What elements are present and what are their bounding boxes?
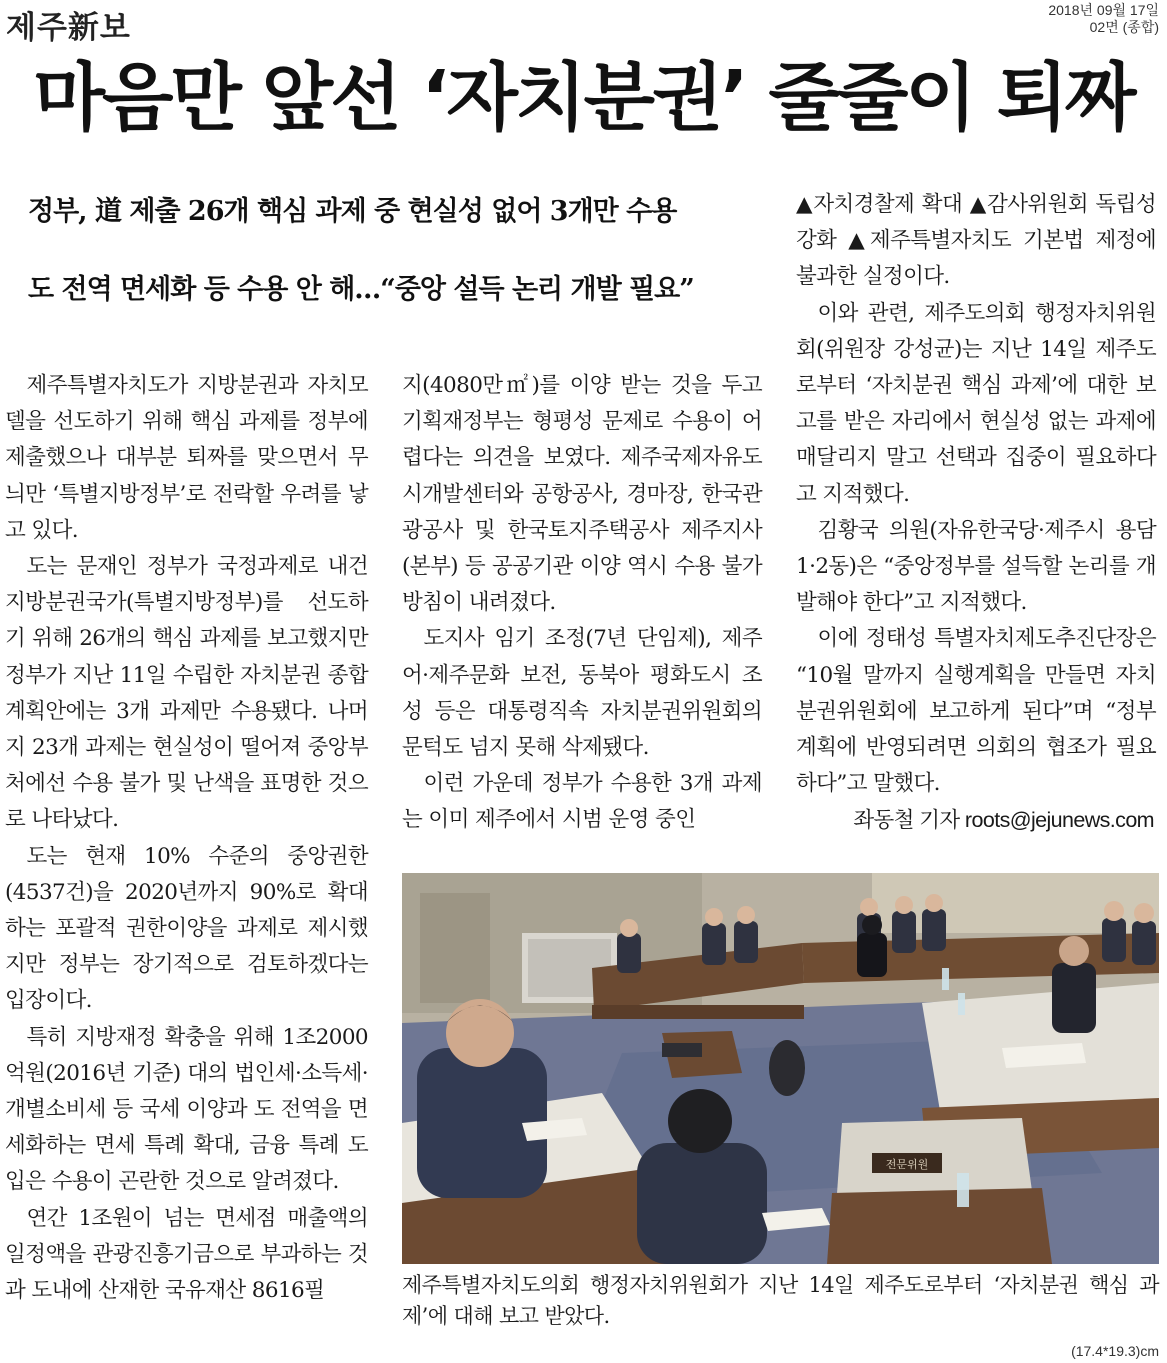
paragraph: 연간 1조원이 넘는 면세점 매출액의 일정액을 관광진흥기금으로 부과하는 것과 도내에 산재한 국유재산 8616필 [5,1205,368,1304]
news-photo-council-meeting [402,873,1159,1264]
paragraph: 도는 현재 10% 수준의 중앙권한(4537건)을 2020년까지 90%로 확대하는 포괄적 권한이양을 과제로 제시했지만 정부는 장기적으로 검토하겠다는 입장이다. [5,843,368,1014]
subheadline-1: 정부, 道 제출 26개 핵심 과제 중 현실성 없어 3개만 수용 [28,196,677,227]
paragraph: 제주특별자치도가 지방분권과 자치모델을 선도하기 위해 핵심 과제를 정부에 제출했으나 대부분 퇴짜를 맞으면서 무늬만 ‘특별지방정부’로 전락할 우려를 낳고 있다. [5,373,368,543]
newspaper-masthead: 제주新보 [6,10,131,46]
paragraph: 지(4080만㎡)를 이양 받는 것을 두고 기획재정부는 형평성 문제로 수용이 어렵다는 의견을 보였다. 제주국제자유도시개발센터와 공항공사, 경마장, 한국관광공사 및 한국토지주택공사 제주지사(본부) 등 공공기관 이양 역시 수용 불가 방침이 내려졌다. [402,373,762,616]
dateline [1048,2,1159,36]
article-column-3 [796,187,1156,839]
paragraph: 이와 관련, 제주도의회 행정자치위원회(위원장 강성균)는 지난 14일 제주도로부터 ‘자치분권 핵심 과제’에 대한 보고를 받은 자리에서 현실성 없는 과제에 매달리지 말고 선택과 집중이 필요하다고 지적했다. [796,300,1156,507]
paragraph: 도는 문재인 정부가 국정과제로 내건 지방분권국가(특별지방정부)를 선도하기 위해 26개의 핵심 과제를 보고했지만 정부가 지난 11일 수립한 자치분권 종합계획안에는 3개 과제만 수용됐다. 나머지 23개 과제는 현실성이 떨어져 중앙부처에선 수용 불가 및 난색을 표명한 것으로 나타났다. [5,554,368,833]
paragraph: 이에 정태성 특별자치제도추진단장은 “10월 말까지 실행계획을 만들면 자치분권위원회에 보고하게 된다”며 “정부계획에 반영되려면 의회의 협조가 필요하다”고 말했다. [796,626,1156,797]
nameplate-label: 전문위원 [885,1158,929,1171]
photo-caption: 제주특별자치도의회 행정자치위원회가 지난 14일 제주도로부터 ‘자치분권 핵심 과제’에 대해 보고 받았다. [402,1273,1159,1328]
byline: 좌동철 기자 roots@jejunews.com [853,808,1154,833]
subheadline-2: 도 전역 면세화 등 수용 안 해…“중앙 설득 논리 개발 필요” [28,274,694,305]
paragraph: 김황국 의원(자유한국당·제주시 용담1·2동)은 “중앙정부를 설득할 논리를 개발해야 한다”고 지적했다. [796,517,1156,616]
clipping-size: (17.4*19.3)cm [1071,1343,1159,1359]
headline: 마음만 앞선 ‘자치분권’ 줄줄이 퇴짜 [33,55,1134,141]
meeting-room-illustration [402,873,1159,1264]
paragraph: 이런 가운데 정부가 수용한 3개 과제는 이미 제주에서 시범 운영 중인 [402,771,762,833]
paragraph: ▲자치경찰제 확대 ▲감사위원회 독립성 강화 ▲제주특별자치도 기본법 제정에 불과한 실정이다. [796,192,1156,290]
article-column-1 [5,368,368,1309]
paragraph: 특히 지방재정 확충을 위해 1조2000억원(2016년 기준) 대의 법인세·소득세·개별소비세 등 국세 이양과 도 전역을 면세화하는 면세 특례 확대, 금융 특례 도입은 수용이 곤란한 것으로 알려졌다. [5,1024,368,1195]
page-section: 02면 (종합) [1089,19,1159,35]
issue-date: 2018년 09월 17일 [1048,2,1159,18]
paragraph: 도지사 임기 조정(7년 단임제), 제주어·제주문화 보전, 동북아 평화도시 조성 등은 대통령직속 자치분권위원회의 문턱도 넘지 못해 삭제됐다. [402,626,762,761]
article-column-2 [402,368,762,839]
